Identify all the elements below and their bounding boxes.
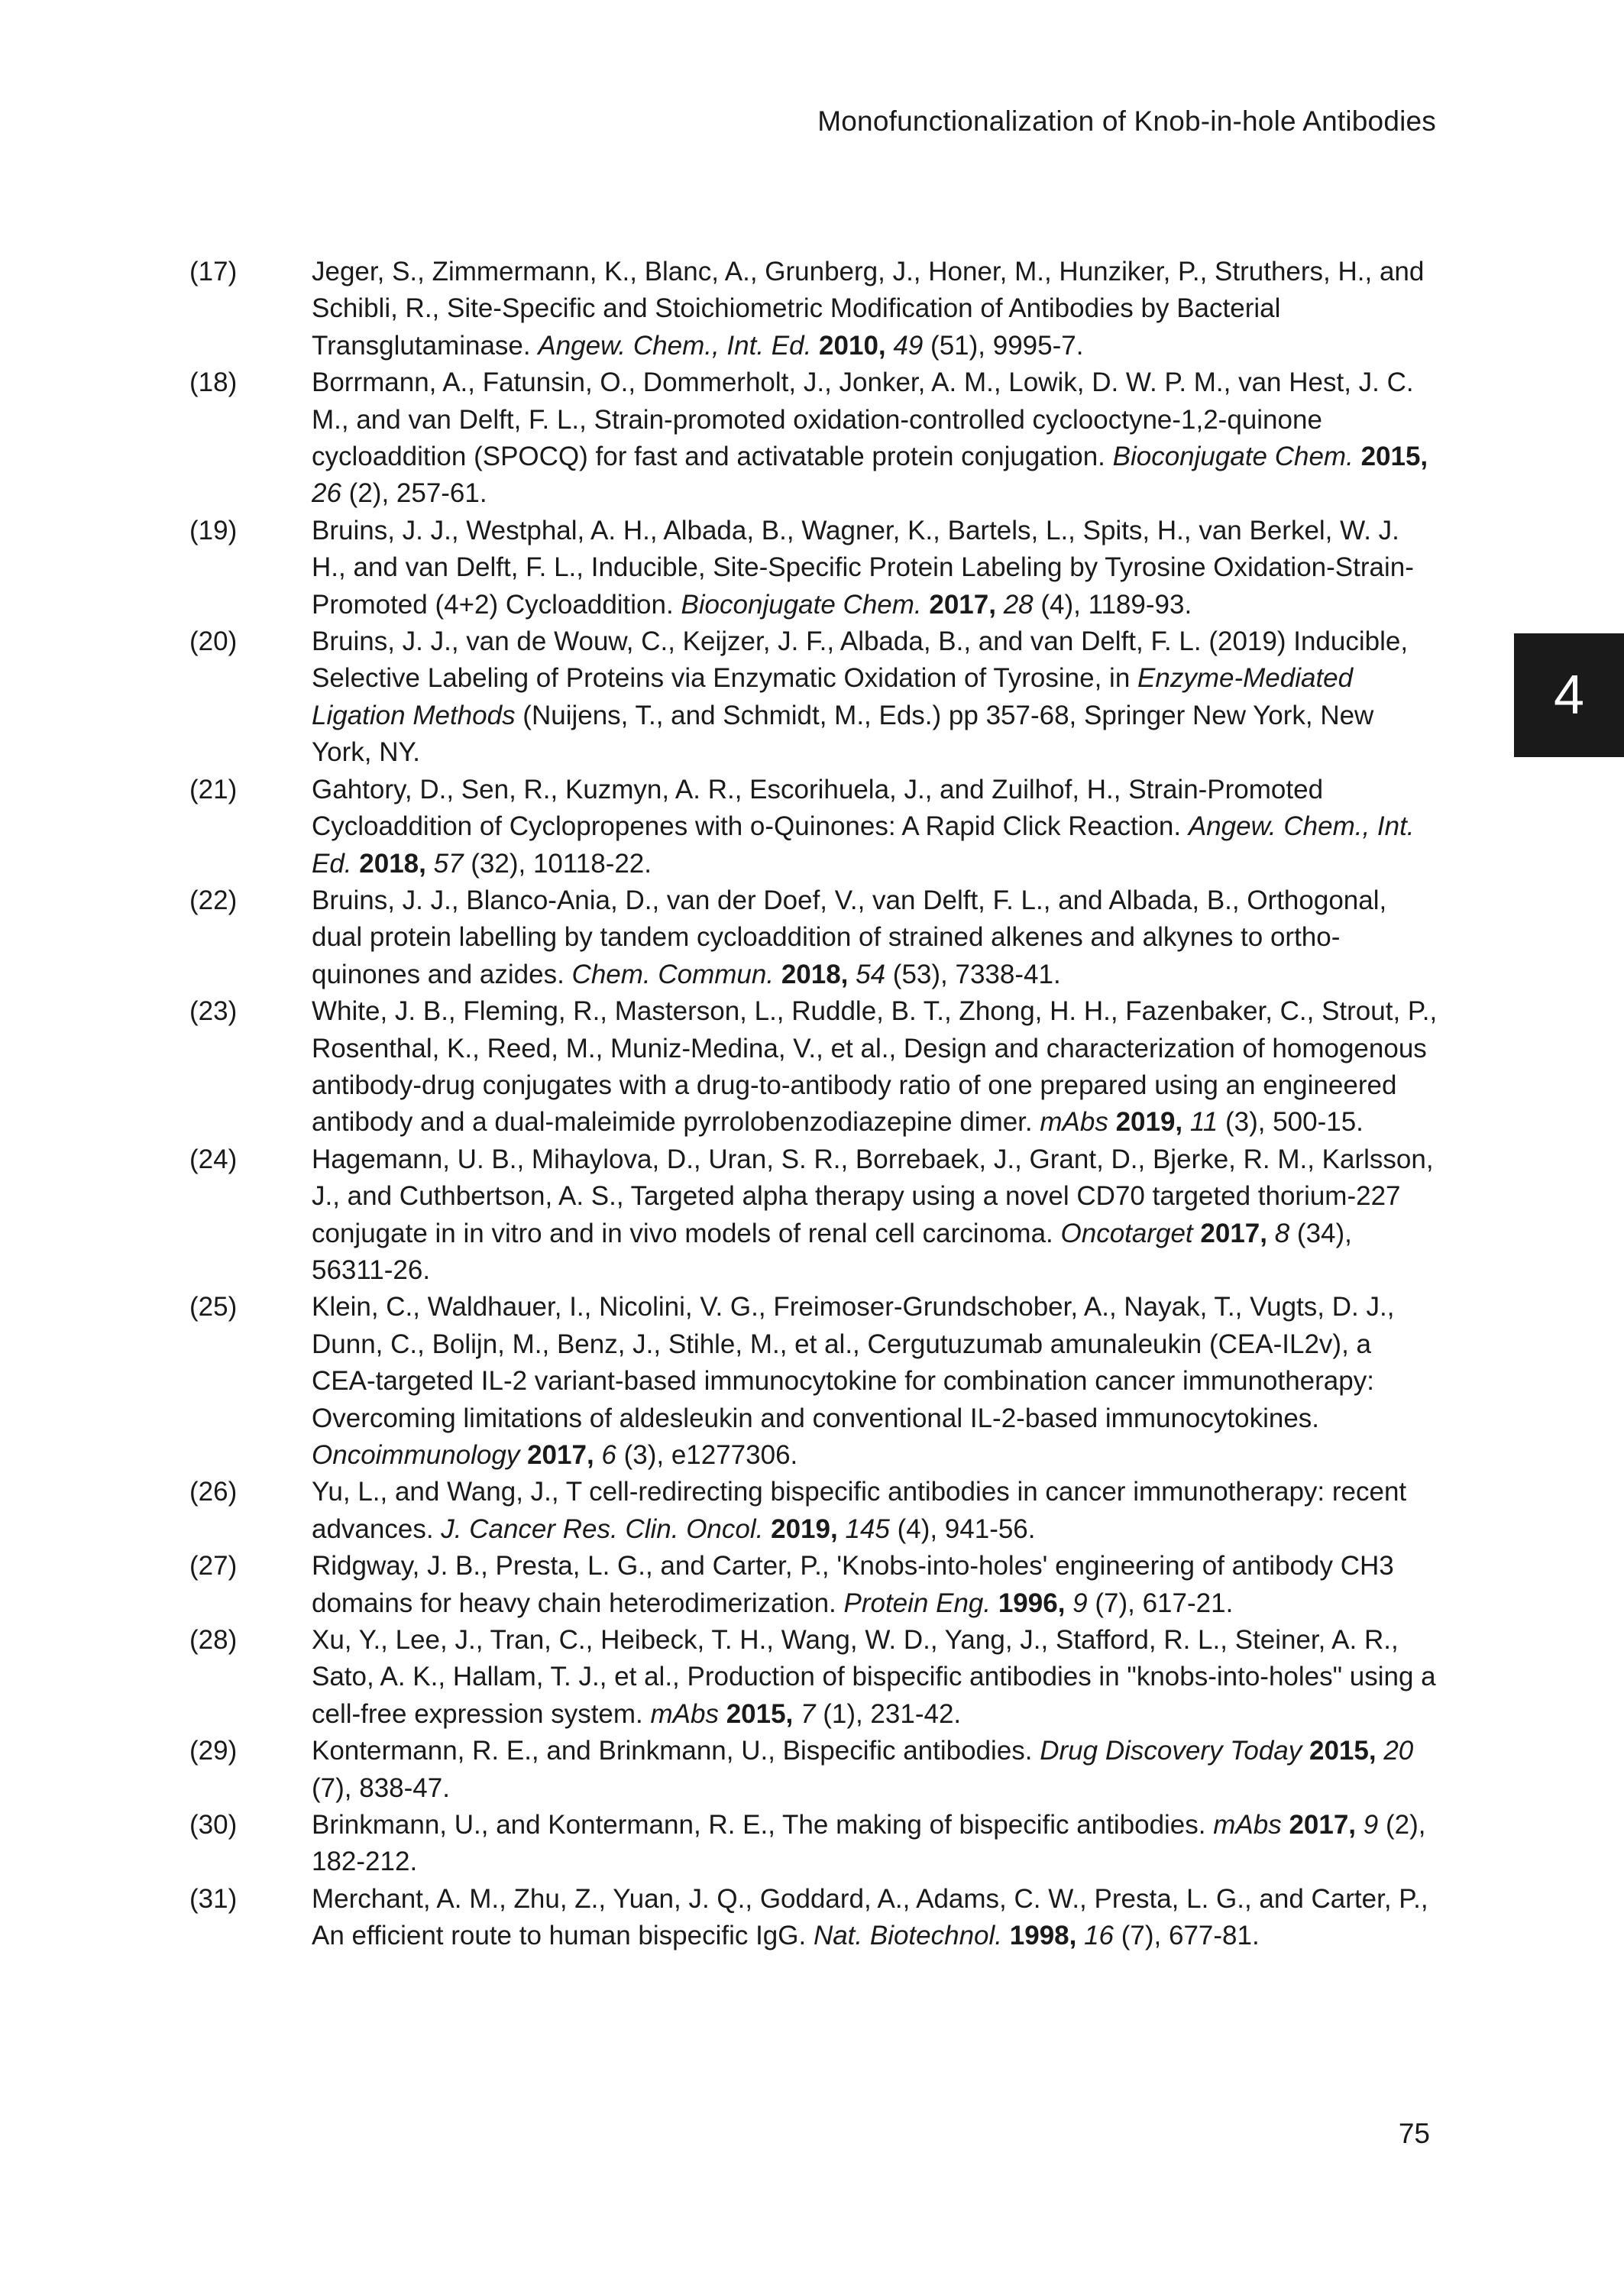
reference-segment: (3), 500-15.: [1218, 1107, 1364, 1138]
reference-entry: [189, 623, 1439, 772]
reference-segment: (51), 9995-7.: [923, 330, 1084, 361]
reference-segment: [1302, 1736, 1309, 1766]
reference-number: (18): [189, 367, 238, 398]
reference-segment: 49: [893, 330, 924, 361]
reference-text: [312, 1807, 1439, 1881]
reference-entry: [189, 993, 1439, 1141]
reference-segment: (2), 257-61.: [341, 478, 487, 509]
reference-segment: 2017,: [1200, 1218, 1267, 1248]
reference-number: (29): [189, 1736, 238, 1766]
reference-segment: Gahtory, D., Sen, R., Kuzmyn, A. R., Escorihuela, J., and Zuilhof, H., Strain-Promoted Cycloaddition of Cyclopropenes with o-Quinones: A Rapid Click Reaction.: [312, 774, 1324, 842]
reference-segment: [1354, 442, 1361, 471]
reference-segment: Drug Discovery Today: [1040, 1736, 1302, 1766]
reference-entry: [189, 254, 1439, 364]
reference-segment: Merchant, A. M., Zhu, Z., Yuan, J. Q., Goddard, A., Adams, C. W., Presta, L. G., and Carter, P., An efficient route to human bispecific IgG.: [312, 1883, 1428, 1951]
reference-segment: [848, 960, 856, 989]
reference-segment: 2017,: [527, 1440, 594, 1470]
reference-segment: [793, 1699, 801, 1729]
running-header-title: Monofunctionalization of Knob-in-hole Antibodies: [817, 105, 1436, 137]
reference-segment: 1996,: [998, 1588, 1066, 1618]
reference-entry: [189, 1807, 1439, 1881]
reference-segment: Chem. Commun.: [571, 959, 775, 989]
reference-segment: [1065, 1588, 1072, 1618]
reference-number: (17): [189, 257, 238, 286]
reference-entry: [189, 1474, 1439, 1548]
reference-text: [312, 1474, 1439, 1548]
reference-number: (23): [189, 996, 238, 1027]
reference-segment: [1282, 1810, 1289, 1840]
reference-segment: J. Cancer Res. Clin. Oncol.: [441, 1513, 764, 1544]
reference-segment: Xu, Y., Lee, J., Tran, C., Heibeck, T. H., Wang, W. D., Yang, J., Stafford, R. L., Steiner, A. R., Sato, A. K., Hallam, T. J., et al., Production of bispecific antibodies in "knobs-into-holes" using a cell-free expression system.: [312, 1625, 1436, 1729]
reference-segment: Ridgway, J. B., Presta, L. G., and Carter, P., 'Knobs-into-holes' engineering of antibody CH3 domains for heavy chain heterodimerization.: [312, 1551, 1394, 1618]
reference-segment: [352, 849, 360, 879]
reference-entry: [189, 1733, 1439, 1807]
reference-segment: (3), e1277306.: [616, 1440, 798, 1470]
reference-segment: Bioconjugate Chem.: [681, 589, 922, 620]
reference-segment: 9: [1363, 1810, 1379, 1840]
reference-segment: 2015,: [726, 1698, 794, 1729]
reference-segment: (7), 617-21.: [1087, 1588, 1234, 1618]
reference-segment: (4), 941-56.: [889, 1513, 1036, 1544]
reference-segment: 2017,: [1289, 1810, 1357, 1840]
reference-entry: [189, 364, 1439, 513]
reference-entry: [189, 1289, 1439, 1474]
reference-segment: Kontermann, R. E., and Brinkmann, U., Bispecific antibodies.: [312, 1736, 1040, 1766]
reference-entry: [189, 772, 1439, 882]
reference-segment: [922, 590, 930, 620]
reference-number: (21): [189, 774, 238, 804]
reference-number: (19): [189, 515, 238, 545]
reference-entry: [189, 1881, 1439, 1955]
reference-segment: 8: [1274, 1218, 1290, 1248]
reference-segment: Protein Eng.: [843, 1588, 992, 1618]
reference-entry: [189, 1548, 1439, 1622]
reference-segment: 2019,: [771, 1513, 838, 1544]
reference-entry: [189, 1622, 1439, 1733]
reference-segment: 2018,: [359, 848, 426, 879]
reference-number: (30): [189, 1810, 238, 1840]
reference-segment: Oncoimmunology: [312, 1440, 520, 1470]
reference-number: (20): [189, 626, 238, 657]
reference-segment: 57: [433, 848, 464, 879]
reference-segment: [1267, 1219, 1275, 1248]
reference-segment: [1108, 1107, 1116, 1137]
reference-segment: 16: [1084, 1921, 1114, 1951]
reference-segment: (32), 10118-22.: [463, 848, 652, 879]
reference-segment: Oncotarget: [1060, 1218, 1193, 1248]
reference-segment: [991, 1588, 998, 1618]
reference-text: [312, 882, 1439, 993]
reference-segment: (34), 56311-26.: [312, 1218, 1352, 1285]
reference-entry: [189, 1141, 1439, 1290]
reference-number: (22): [189, 885, 238, 915]
reference-segment: 28: [1003, 589, 1034, 620]
reference-segment: Brinkmann, U., and Kontermann, R. E., The making of bispecific antibodies.: [312, 1810, 1214, 1840]
reference-entry: [189, 513, 1439, 623]
reference-list: [189, 254, 1439, 1955]
reference-segment: [1356, 1810, 1364, 1840]
reference-segment: [519, 1440, 527, 1470]
reference-segment: 2017,: [929, 589, 996, 620]
reference-segment: (53), 7338-41.: [885, 959, 1061, 989]
reference-text: [312, 513, 1439, 623]
reference-segment: 145: [845, 1513, 890, 1544]
chapter-tab: 4: [1514, 633, 1624, 757]
reference-segment: Bruins, J. J., Blanco-Ania, D., van der Doef, V., van Delft, F. L., and Albada, B., Orthogonal, dual protein labelling by tandem cycloaddition of strained alkenes and alkynes to ortho-quinones and azides.: [312, 885, 1387, 989]
reference-segment: Bruins, J. J., Westphal, A. H., Albada, B., Wagner, K., Bartels, L., Spits, H., van Berkel, W. J. H., and van Delft, F. L., Inducible, Site-Specific Protein Labeling by Tyrosine Oxidation-Strain-Promoted (4+2) Cycloaddition.: [312, 515, 1414, 620]
reference-segment: 2019,: [1115, 1107, 1183, 1138]
reference-segment: [886, 331, 894, 361]
reference-segment: Hagemann, U. B., Mihaylova, D., Uran, S. R., Borrebaek, J., Grant, D., Bjerke, R. M., Karlsson, J., and Cuthbertson, A. S., Targeted alpha therapy using a novel CD70 targeted thorium-227 conjugate in in vitro and in vivo models of renal cell carcinoma.: [312, 1144, 1434, 1248]
reference-segment: Yu, L., and Wang, J., T cell-redirecting bispecific antibodies in cancer immunotherapy: recent advances.: [312, 1477, 1407, 1544]
reference-number: (26): [189, 1477, 238, 1507]
reference-segment: 6: [601, 1440, 616, 1470]
reference-segment: 26: [312, 478, 341, 509]
reference-text: [312, 1548, 1439, 1622]
reference-segment: Klein, C., Waldhauer, I., Nicolini, V. G., Freimoser-Grundschober, A., Nayak, T., Vugts, D. J., Dunn, C., Bolijn, M., Benz, J., Stihle, M., et al., Cergutuzumab amunaleukin (CEA-IL2v), a CEA-targeted IL-2 variant-based immunocytokine for combination cancer immunotherapy: Overcoming limitations of aldesleukin and conventional IL-2-based immunocytokines.: [312, 1292, 1395, 1433]
reference-text: [312, 1289, 1439, 1474]
reference-segment: Bruins, J. J., van de Wouw, C., Keijzer, J. F., Albada, B., and van Delft, F. L. (2019) Inducible, Selective Labeling of Proteins via Enzymatic Oxidation of Tyrosine, in: [312, 626, 1409, 694]
reference-segment: 2018,: [781, 959, 849, 989]
reference-text: [312, 1733, 1439, 1807]
reference-text: [312, 1881, 1439, 1955]
reference-segment: [1076, 1921, 1084, 1950]
reference-number: (25): [189, 1292, 238, 1322]
reference-segment: [594, 1440, 602, 1470]
reference-text: [312, 364, 1439, 513]
reference-entry: [189, 882, 1439, 993]
reference-segment: 11: [1189, 1107, 1218, 1138]
reference-number: (28): [189, 1625, 238, 1656]
reference-segment: Jeger, S., Zimmermann, K., Blanc, A., Grunberg, J., Honer, M., Hunziker, P., Struthers, H., and Schibli, R., Site-Specific and Stoichiometric Modification of Antibodies by Bacterial Transglutaminase.: [312, 257, 1425, 361]
reference-segment: [838, 1514, 846, 1544]
reference-segment: [774, 960, 781, 989]
reference-segment: [426, 849, 434, 879]
page-number: 75: [1398, 2118, 1430, 2149]
reference-segment: Angew. Chem., Int. Ed.: [538, 330, 812, 361]
reference-number: (31): [189, 1883, 238, 1914]
reference-segment: (7), 838-47.: [312, 1772, 450, 1803]
reference-segment: 20: [1383, 1736, 1414, 1766]
reference-segment: 7: [801, 1698, 816, 1729]
reference-segment: (4), 1189-93.: [1033, 589, 1192, 620]
reference-text: [312, 1141, 1439, 1290]
reference-text: [312, 772, 1439, 882]
reference-text: [312, 993, 1439, 1141]
reference-segment: [1002, 1921, 1010, 1950]
reference-segment: [1377, 1736, 1384, 1766]
reference-segment: [1193, 1219, 1201, 1248]
reference-text: [312, 1622, 1439, 1733]
reference-segment: Nat. Biotechnol.: [813, 1921, 1003, 1951]
reference-segment: 54: [856, 959, 886, 989]
reference-text: [312, 254, 1439, 364]
reference-text: [312, 623, 1439, 772]
reference-segment: 9: [1072, 1588, 1088, 1618]
reference-segment: (7), 677-81.: [1114, 1921, 1260, 1951]
reference-segment: [763, 1514, 771, 1544]
reference-segment: Angew. Chem., Int. Ed.: [312, 811, 1415, 879]
reference-number: (24): [189, 1144, 238, 1174]
reference-segment: [996, 590, 1004, 620]
reference-segment: mAbs: [1213, 1810, 1282, 1840]
reference-segment: mAbs: [650, 1698, 719, 1729]
reference-segment: 2010,: [819, 330, 886, 361]
reference-segment: (2), 182-212.: [312, 1810, 1426, 1877]
reference-segment: Enzyme-Mediated Ligation Methods: [312, 663, 1354, 730]
reference-segment: (1), 231-42.: [815, 1698, 962, 1729]
reference-segment: [811, 331, 819, 361]
reference-number: (27): [189, 1551, 238, 1581]
reference-segment: Bioconjugate Chem.: [1112, 442, 1354, 472]
reference-segment: [719, 1699, 726, 1729]
reference-segment: White, J. B., Fleming, R., Masterson, L., Ruddle, B. T., Zhong, H. H., Fazenbaker, C., Strout, P., Rosenthal, K., Reed, M., Muniz-Medina, V., et al., Design and characterization of homogenous antibody-drug conjugates with a drug-to-antibody ratio of one prepared using an engineered antibody and a dual-maleimide pyrrolobenzodiazepine dimer.: [312, 996, 1438, 1138]
reference-segment: mAbs: [1040, 1107, 1108, 1138]
reference-segment: 2015,: [1360, 442, 1428, 472]
reference-segment: 1998,: [1009, 1921, 1077, 1951]
reference-segment: [1182, 1107, 1190, 1137]
reference-segment: 2015,: [1309, 1736, 1377, 1766]
reference-segment: (Nuijens, T., and Schmidt, M., Eds.) pp 357-68, Springer New York, New York, NY.: [312, 700, 1374, 768]
reference-segment: Borrmann, A., Fatunsin, O., Dommerholt, J., Jonker, A. M., Lowik, D. W. P. M., van Hest, J. C. M., and van Delft, F. L., Strain-promoted oxidation-controlled cyclooctyne-1,2-quinone cycloaddition (SPOCQ) for fast and activatable protein conjugation.: [312, 367, 1414, 472]
